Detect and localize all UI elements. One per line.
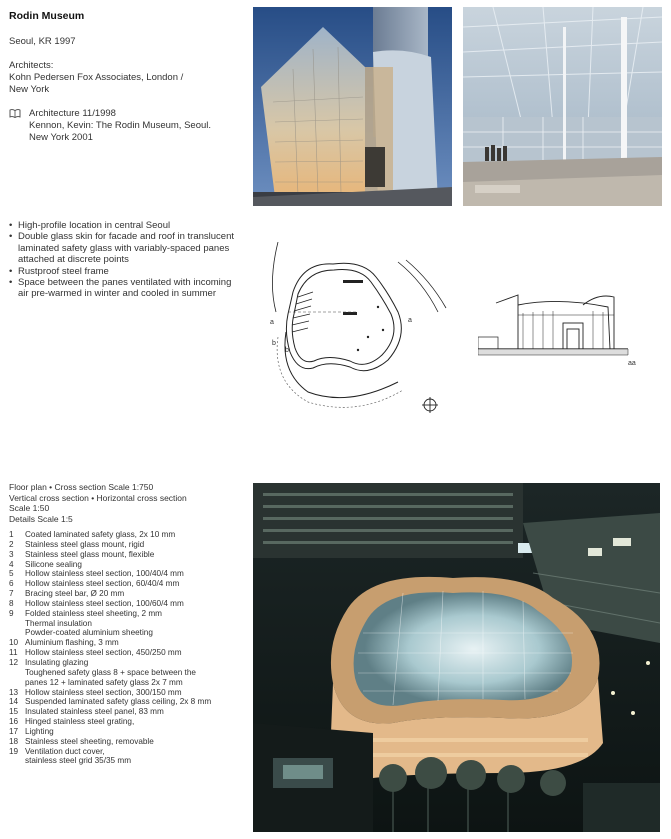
legend-description (25, 737, 249, 747)
legend-item (9, 530, 249, 540)
legend-number: 12 (9, 657, 19, 667)
legend-line: Hollow stainless steel section, 100/40/4 mm (25, 569, 184, 579)
legend-line: Stainless steel sheeting, removable (25, 736, 154, 746)
list-item: • Rustproof steel frame (9, 266, 239, 277)
legend-description (25, 569, 249, 579)
component-legend (9, 530, 249, 766)
legend-description (25, 648, 249, 658)
legend-number: 3 (9, 549, 14, 559)
legend-number: 11 (9, 648, 18, 658)
legend-description (25, 707, 249, 717)
legend-line: Powder-coated aluminium sheeting (25, 628, 153, 638)
legend-number: 13 (9, 687, 19, 697)
aerial-night-photo (253, 483, 660, 832)
legend-description (25, 589, 249, 599)
legend-line: Lighting (25, 726, 54, 736)
legend-description (25, 540, 249, 550)
legend-number: 17 (9, 726, 19, 736)
legend-item (9, 609, 249, 639)
floor-plan-drawing (258, 242, 448, 417)
plan-marker-a-right: a (408, 317, 412, 324)
legend-number: 19 (9, 746, 19, 756)
legend-number: 15 (9, 707, 19, 717)
legend-description (25, 550, 249, 560)
legend-line: Aluminium flashing, 3 mm (25, 638, 119, 648)
drawing-label-line-2: Vertical cross section • Horizontal cross section (9, 492, 187, 503)
legend-description (25, 579, 249, 589)
legend-line: Folded stainless steel sheeting, 2 mm (25, 608, 162, 618)
section-marker-aa: aa (628, 360, 636, 367)
legend-number: 8 (9, 598, 14, 608)
legend-item (9, 540, 249, 550)
legend-line: panes 12 + laminated safety glass 2x 7 mm (25, 677, 183, 687)
legend-number: 2 (9, 539, 14, 549)
exterior-photo (253, 7, 452, 206)
legend-item (9, 550, 249, 560)
legend-item (9, 648, 249, 658)
book-icon (9, 109, 21, 118)
legend-number: 4 (9, 559, 14, 569)
legend-item (9, 658, 249, 688)
legend-item (9, 688, 249, 698)
page-title: Rodin Museum (9, 10, 85, 22)
cross-section-drawing (478, 285, 648, 370)
legend-number: 9 (9, 608, 14, 618)
legend-line: Insulated stainless steel panel, 83 mm (25, 707, 164, 717)
drawing-scale-labels (9, 482, 239, 524)
reference-block (9, 108, 239, 144)
plan-marker-b-2: b (285, 347, 289, 354)
north-arrow-icon (422, 397, 438, 413)
architects-block (9, 60, 229, 96)
legend-description (25, 530, 249, 540)
legend-number: 10 (9, 638, 19, 648)
reference-line-2: Kennon, Kevin: The Rodin Museum, Seoul. (29, 120, 212, 131)
legend-item (9, 638, 249, 648)
legend-number: 18 (9, 736, 19, 746)
drawing-label-line-4: Details Scale 1:5 (9, 513, 73, 524)
project-location: Seoul, KR 1997 (9, 36, 76, 47)
legend-line: Thermal insulation (25, 618, 92, 628)
legend-line: Coated laminated safety glass, 2x 10 mm (25, 530, 176, 539)
legend-line: Stainless steel glass mount, rigid (25, 539, 145, 549)
plan-marker-b: b (272, 340, 276, 347)
reference-line-1: Architecture 11/1998 (29, 108, 116, 119)
legend-line: Hollow stainless steel section, 300/150 mm (25, 687, 182, 697)
legend-item (9, 737, 249, 747)
legend-item (9, 747, 249, 767)
legend-item (9, 560, 249, 570)
legend-line: Insulating glazing (25, 657, 89, 667)
legend-description (25, 697, 249, 707)
legend-description (25, 638, 249, 648)
drawing-label-line-3: Scale 1:50 (9, 503, 50, 513)
list-item: • High-profile location in central Seoul (9, 220, 239, 231)
legend-description (25, 717, 249, 727)
legend-line: Hollow stainless steel section, 450/250 mm (25, 648, 182, 658)
legend-description (25, 560, 249, 570)
legend-number: 14 (9, 697, 19, 707)
legend-description (25, 658, 249, 688)
legend-item (9, 589, 249, 599)
legend-item (9, 569, 249, 579)
legend-line: Suspended laminated safety glass ceiling, 2x 8 mm (25, 697, 212, 707)
legend-description (25, 747, 249, 767)
legend-line: Ventilation duct cover, (25, 746, 105, 756)
features-list (9, 220, 239, 300)
legend-item (9, 727, 249, 737)
legend-description (25, 727, 249, 737)
legend-line: Hollow stainless steel section, 100/60/4 mm (25, 598, 184, 608)
legend-item (9, 579, 249, 589)
list-item: • Space between the panes ventilated with incoming air pre-warmed in winter and cooled in summer (9, 277, 239, 300)
legend-line: stainless steel grid 35/35 mm (25, 756, 132, 766)
legend-item (9, 707, 249, 717)
drawing-label-line-1: Floor plan • Cross section Scale 1:750 (9, 482, 154, 492)
legend-number: 6 (9, 579, 14, 589)
legend-line: Hollow stainless steel section, 60/40/4 mm (25, 579, 180, 589)
legend-description (25, 599, 249, 609)
legend-item (9, 599, 249, 609)
legend-item (9, 697, 249, 707)
legend-line: Toughened safety glass 8 + space between the (25, 667, 196, 677)
list-item: • Double glass skin for facade and roof in translucent laminated safety glass with variably-spaced panes attached at discrete points (9, 231, 239, 265)
reference-line-3: New York 2001 (29, 132, 93, 143)
legend-description (25, 688, 249, 698)
architects-line-2: New York (9, 84, 50, 95)
legend-line: Silicone sealing (25, 559, 82, 569)
legend-number: 1 (9, 530, 14, 539)
legend-item (9, 717, 249, 727)
legend-line: Hinged stainless steel grating, (25, 717, 135, 727)
architects-line-1: Kohn Pedersen Fox Associates, London / (9, 72, 184, 83)
legend-number: 16 (9, 717, 19, 727)
architects-label: Architects: (9, 60, 54, 71)
interior-photo (463, 7, 662, 206)
legend-line: Stainless steel glass mount, flexible (25, 549, 155, 559)
legend-number: 5 (9, 569, 14, 579)
legend-number: 7 (9, 589, 14, 599)
legend-description (25, 609, 249, 639)
legend-line: Bracing steel bar, Ø 20 mm (25, 589, 125, 599)
plan-marker-a: a (270, 319, 274, 326)
